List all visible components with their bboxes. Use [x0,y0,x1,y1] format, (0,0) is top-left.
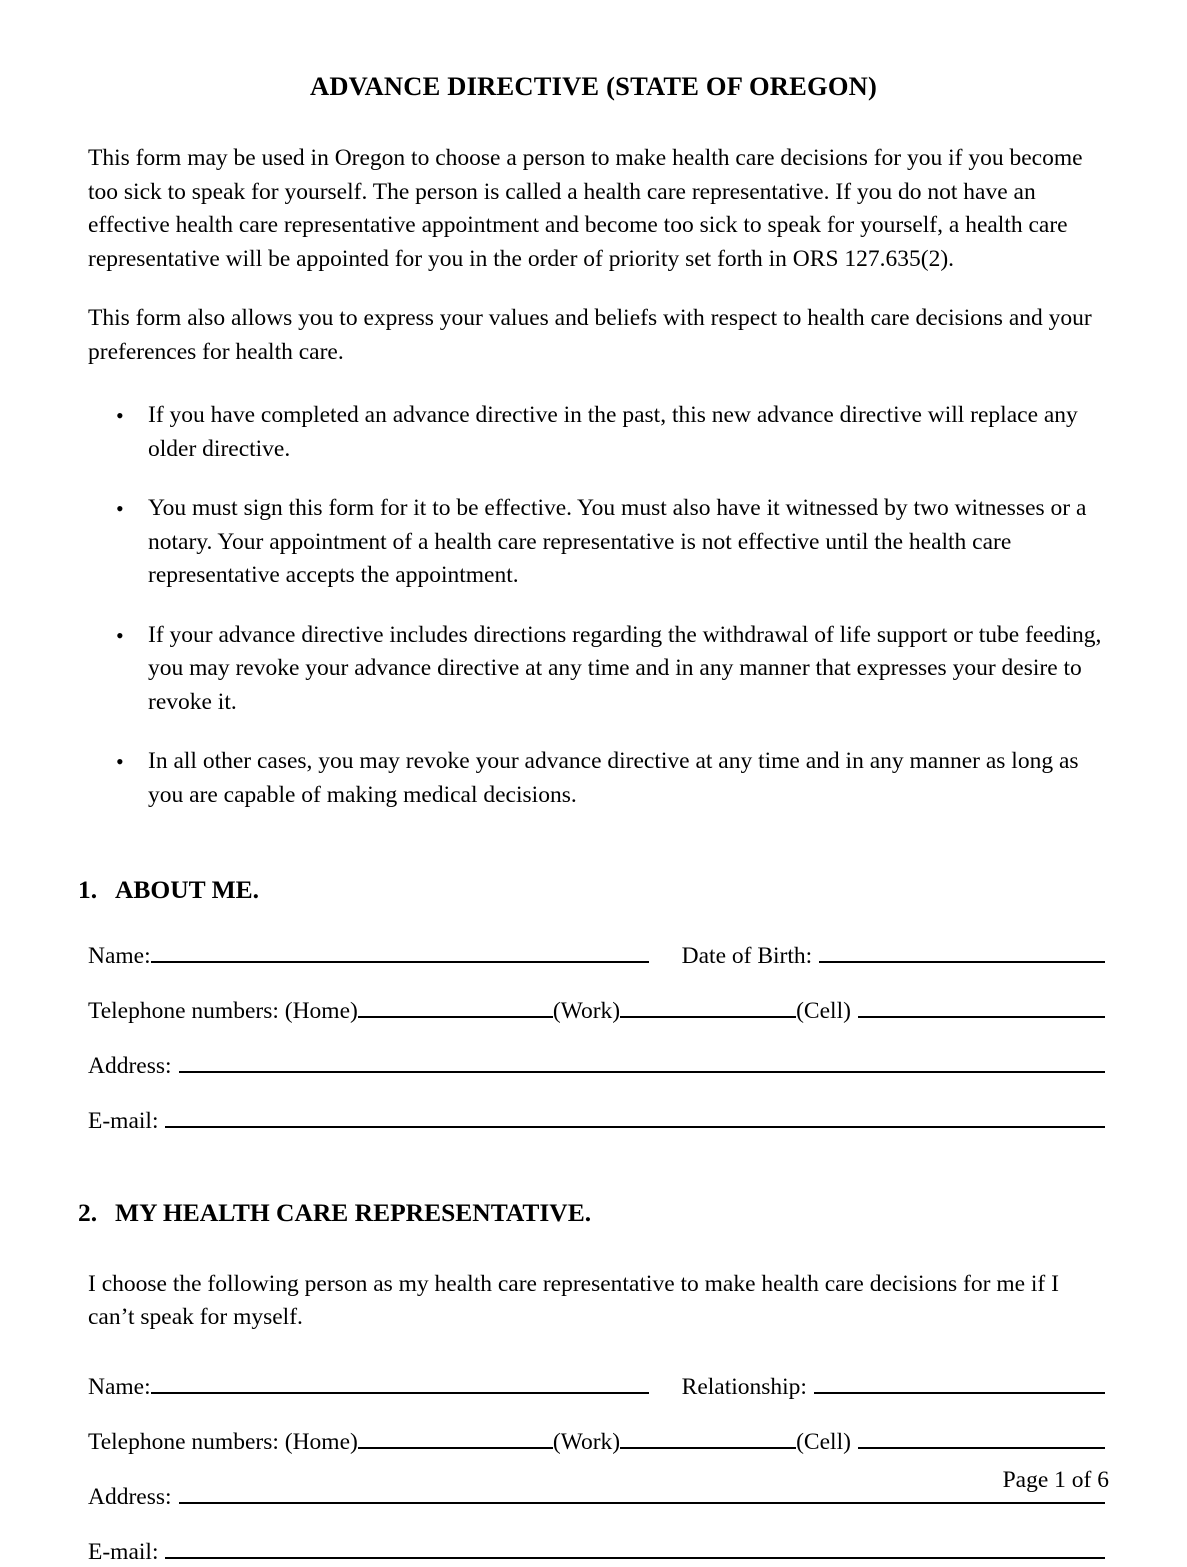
rep-email-label: E-mail: [88,1538,159,1565]
section-2-heading [0,1198,1187,1227]
home-phone-input[interactable] [358,995,553,1018]
bullet-icon: • [116,403,124,429]
bullet-icon: • [116,749,124,775]
page-footer: Page 1 of 6 [1002,1467,1109,1493]
section-2-intro-wrap [0,1268,1187,1335]
section-2-intro: I choose the following person as my health care representative to make health care decisions for me if I can’t speak for myself. [88,1270,1059,1331]
section-1-heading [0,875,1187,904]
list-item [88,492,1107,593]
intro-section [0,142,1187,812]
rep-telephone-cell-label: (Cell) [796,1428,851,1455]
intro-paragraph-1: This form may be used in Oregon to choose a person to make health care decisions for you if you become too sick to speak for yourself. The person is called a health care representative. If you do not have an effective health care representative appointment and become too sick to speak for yourself, a health care representative will be appointed for you in the order of priority set forth in ORS 127.635(2). [88,145,1083,272]
section-1-form [0,940,1187,1136]
bullet-icon: • [116,496,124,522]
section-1-title: ABOUT ME. [115,875,260,905]
section-1-number: 1. [78,875,98,905]
relationship-label: Relationship: [681,1373,807,1400]
telephone-work-label: (Work) [552,998,621,1025]
list-item-text: You must sign this form for it to be effective. You must also have it witnessed by two witnesses or a notary. Your appointment of a health care representative is not effective until the health care representative accepts the appointment. [148,495,1087,589]
rep-name-label: Name: [88,1373,151,1400]
section-2-title: MY HEALTH CARE REPRESENTATIVE. [115,1198,592,1228]
about-me-address-row [88,1050,1105,1081]
bullet-icon: • [116,622,124,648]
telephone-home-label: Telephone numbers: (Home) [88,998,358,1025]
representative-email-row [88,1536,1105,1567]
about-me-email-row [88,1105,1105,1136]
list-item-text: If you have completed an advance directive in the past, this new advance directive will replace any older directive. [148,402,1078,462]
rep-work-phone-input[interactable] [620,1426,796,1449]
name-label: Name: [88,943,151,970]
rep-email-input[interactable] [165,1536,1105,1559]
rep-telephone-work-label: (Work) [552,1428,621,1455]
rep-address-input[interactable] [179,1481,1105,1504]
address-input[interactable] [179,1050,1105,1073]
name-input[interactable] [151,940,649,963]
page-title: ADVANCE DIRECTIVE (STATE OF OREGON) [309,71,877,101]
list-item [88,745,1107,812]
list-item [88,619,1107,720]
cell-phone-input[interactable] [858,995,1105,1018]
relationship-input[interactable] [814,1371,1105,1394]
list-item-text: If your advance directive includes directions regarding the withdrawal of life support or tube feeding, you may revoke your advance directive at any time and in any manner that expresses your desire to revoke it. [148,621,1102,715]
representative-name-row [88,1371,1105,1402]
section-2-number: 2. [78,1198,98,1228]
rep-cell-phone-input[interactable] [858,1426,1105,1449]
intro-bullet-list [88,399,1107,812]
date-of-birth-input[interactable] [819,940,1105,963]
rep-address-label: Address: [88,1483,172,1510]
list-item [88,399,1107,466]
representative-telephone-row [88,1426,1105,1457]
telephone-cell-label: (Cell) [796,998,851,1025]
work-phone-input[interactable] [620,995,796,1018]
list-item-text: In all other cases, you may revoke your advance directive at any time and in any manner as long as you are capable of making medical decisions. [148,748,1079,808]
date-of-birth-label: Date of Birth: [681,943,813,970]
representative-address-row [88,1481,1105,1512]
rep-telephone-home-label: Telephone numbers: (Home) [88,1428,358,1455]
about-me-name-row [88,940,1105,971]
email-input[interactable] [165,1105,1105,1128]
email-label: E-mail: [88,1108,159,1135]
rep-name-input[interactable] [151,1371,649,1394]
about-me-telephone-row [88,995,1105,1026]
address-label: Address: [88,1053,172,1080]
rep-home-phone-input[interactable] [358,1426,553,1449]
intro-paragraph-2: This form also allows you to express your values and beliefs with respect to health care decisions and your preferences for health care. [88,305,1092,365]
